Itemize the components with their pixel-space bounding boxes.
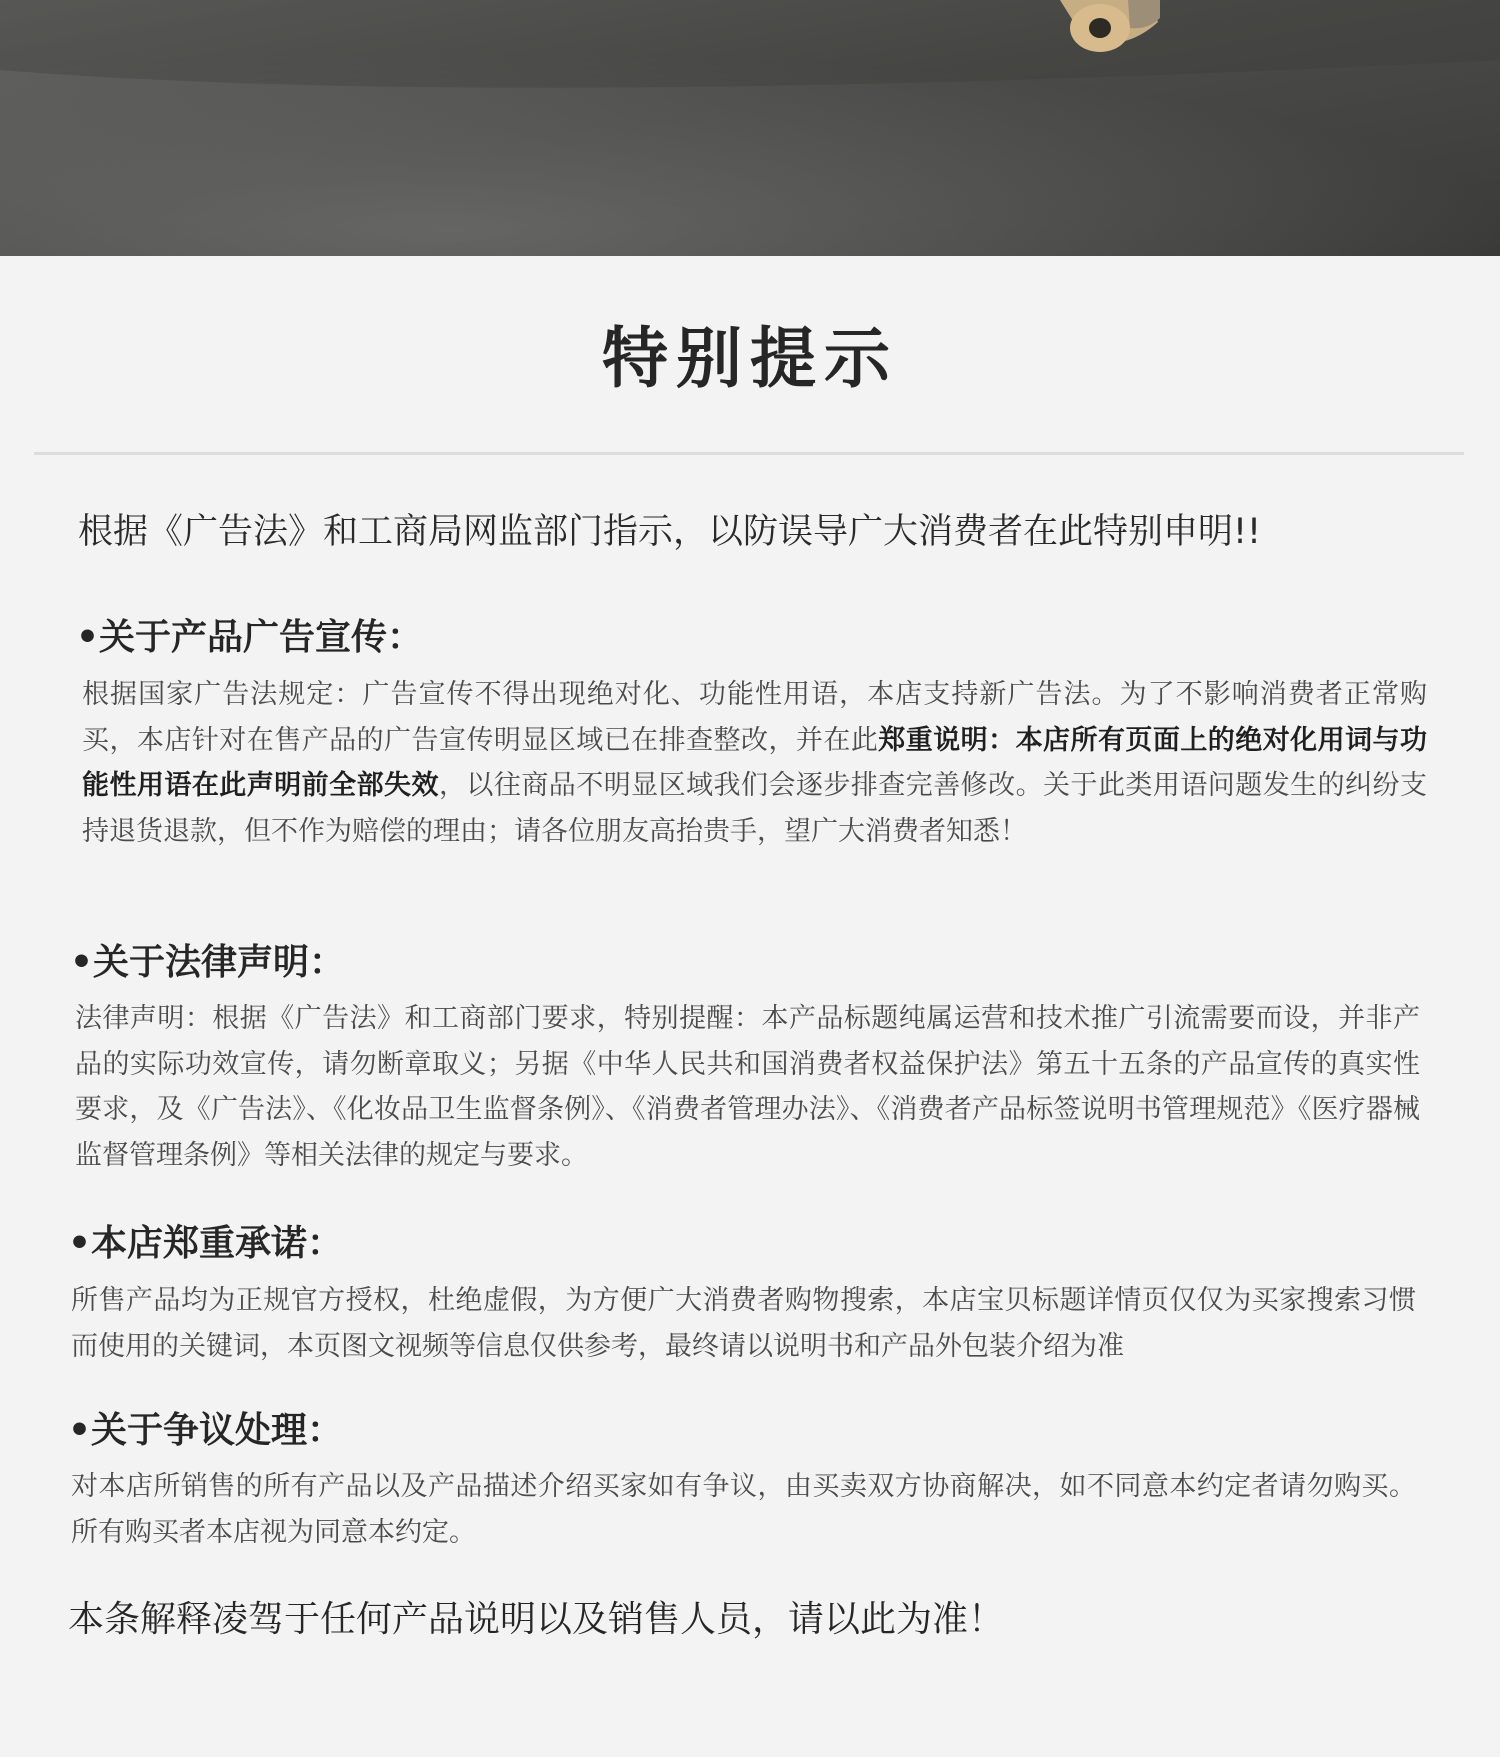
page-title: 特别提示 xyxy=(602,320,898,397)
section-heading-legal: •关于法律声明： xyxy=(70,942,346,983)
special-notice-section xyxy=(0,256,1500,1757)
section-heading-dispute: •关于争议处理： xyxy=(68,1410,344,1451)
section-heading-advertising: •关于产品广告宣传： xyxy=(76,617,424,658)
section-body-commitment: 所售产品均为正规官方授权，杜绝虚假，为方便广大消费者购物搜索，本店宝贝标题详情页仅仅为买家搜索习惯而使用的关键词，本页图文视频等信息仅供参考，最终请以说明书和产品外包装介绍为准 xyxy=(71,1285,1416,1362)
section-body-legal: 法律声明：根据《广告法》和工商部门要求，特别提醒：本产品标题纯属运营和技术推广引流需要而设，并非产品的实际功效宣传，请勿断章取义；另据《中华人民共和国消费者权益保护法》第五十五条的产品宣传的真实性要求，及《广告法》、《化妆品卫生监督条例》、《消费者管理办法》、《消费者产品标签说明书管理规范》《医疗器械监督管理条例》等相关法律的规定与要求。 xyxy=(75,1003,1420,1171)
intro-statement: 根据《广告法》和工商局网监部门指示，以防误导广大消费者在此特别申明!! xyxy=(78,512,1262,552)
section-body-dispute: 对本店所销售的所有产品以及产品描述介绍买家如有争议，由买卖双方协商解决，如不同意本约定者请勿购买。所有购买者本店视为同意本约定。 xyxy=(71,1471,1416,1548)
advertising-body-text-end: ，以往商品不明显区域我们会逐步排查完善修改。关于此类用语问题发生的纠纷支持退货退款，但不作为赔偿的理由；请各位朋友高抬贵手，望广大消费者知悉！ xyxy=(82,770,1428,847)
product-photo xyxy=(0,0,1500,256)
advertising-body-emphasis: 郑重说明：本店所有页面上的绝对化用词与功能性用语在此声明前全部失效 xyxy=(82,724,1428,801)
product-photo-banner xyxy=(0,0,1500,256)
section-heading-commitment: •本店郑重承诺： xyxy=(68,1223,344,1264)
closing-statement: 本条解释凌驾于任何产品说明以及销售人员，请以此为准！ xyxy=(68,1599,1005,1640)
section-body-advertising xyxy=(82,672,1427,854)
advertising-body-text: 根据国家广告法规定：广告宣传不得出现绝对化、功能性用语，本店支持新广告法。为了不影响消费者正常购买，本店针对在售产品的广告宣传明显区域已在排查整改，并在此 xyxy=(82,679,1427,756)
title-divider xyxy=(34,452,1464,455)
